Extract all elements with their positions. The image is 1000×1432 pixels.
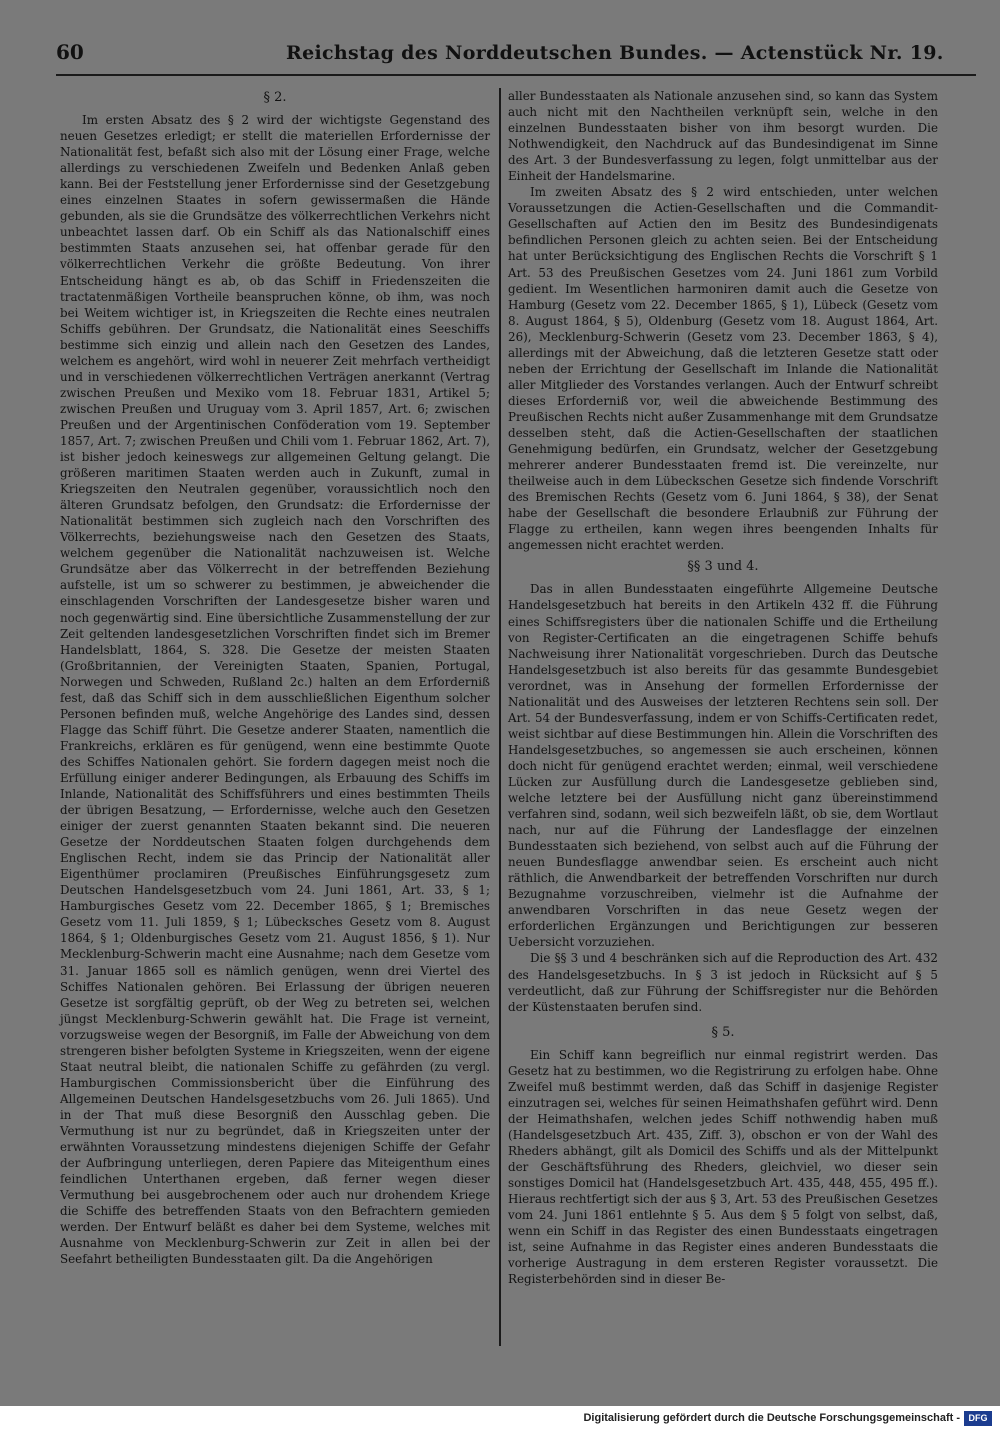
paragraph: Die §§ 3 und 4 beschränken sich auf die Reproduction des Art. 432 des Handelsgesetzbuchs. In § 3 ist jedoch in Rücksicht auf § 5 verdeutlicht, daß zur Führung der Schiffsregister nur die Behörden der Küstenstaaten berufen sind. [508,951,938,1014]
column-divider [499,88,501,1346]
paragraph: Das in allen Bundesstaaten eingeführte Allgemeine Deutsche Handelsgesetzbuch hat bereits in den Artikeln 432 ff. die Führung eines Schiffsregisters über die nationalen Schiffe und die Ertheilung von Register-Certificaten an die eingetragenen Schiffe behufs Nachweisung ihrer Nationalität vorgeschrieben. Durch das Deutsche Handelsgesetzbuch ist also bereits für das gesammte Bundesgebiet verordnet, was in Ansehung der formellen Erfordernisse der Nationalität und des Ausweises der letzteren Rechtens sein soll. Der Art. 54 der Bundesverfassung, indem er von Schiffs-Certificaten redet, weist sichtbar auf diese Bestimmungen hin. Allein die Vorschriften des Handelsgesetzbuches, so angemessen sie auch erscheinen, können doch nicht für genügend erachtet werden; einmal, weil verschiedene Lücken zur Ausfüllung durch die Landesgesetze geblieben sind, welche letztere bei der Ausfüllung nicht ganz übereinstimmend verfahren sind, sodann, weil sich bezweifeln läßt, ob sie, dem Wortlaut nach, nur auf die Führung der Landesflagge der einzelnen Bundesstaaten sich beziehend, von selbst auch auf die Führung der neuen Bundesflagge anwendbar seien. Es erscheint auch nicht räthlich, die Anwendbarkeit der betreffenden Vorschriften nur durch Bezugnahme vorzuschreiben, vielmehr ist die Aufnahme der anwendbaren Vorschriften in das neue Gesetz wegen der erforderlichen Ergänzungen und Berichtigungen zur besseren Uebersicht vorzuziehen. [508,582,938,950]
paragraph: Im ersten Absatz des § 2 wird der wichtigste Gegenstand des neuen Gesetzes erledigt; er stellt die materiellen Erfordernisse der Nationalität fest, befaßt sich also mit der Lösung einer Frage, welche allerdings zu verschiedenen Zweifeln und Bedenken Anlaß geben kann. Bei der Feststellung jener Erfordernisse sind der Gesetzgebung eines einzelnen Staates in sofern gewissermaßen die Hände gebunden, als sie die Grundsätze des völkerrechtlichen Verkehrs nicht unbeachtet lassen darf. Ob ein Schiff als das Nationalschiff eines bestimmten Staats anzusehen sei, hat offenbar gerade für den völkerrechtlichen Verkehr die größte Bedeutung. Von ihrer Entscheidung hängt es ab, ob das Schiff in Friedenszeiten die tractatenmäßigen Vortheile beanspruchen könne, ob ihm, was noch bei Weitem wichtiger ist, in Kriegszeiten die Rechte eines neutralen Schiffs gebühren. Der Grundsatz, die Nationalität eines Seeschiffs bestimme sich einzig und allein nach den Gesetzen des Landes, welchem es angehört, wird wohl in neuerer Zeit mehrfach vertheidigt und in verschiedenen völkerrechtlichen Verträgen anerkannt (Vertrag zwischen Preußen und Mexiko vom 18. Februar 1831, Artikel 5; zwischen Preußen und Uruguay vom 3. April 1857, Art. 6; zwischen Preußen und der Argentinischen Conföderation vom 19. September 1857, Art. 7; zwischen Preußen und Chili vom 1. Februar 1862, Art. 7), ist bisher jedoch keineswegs zur allgemeinen Geltung gelangt. Die größeren maritimen Staaten werden auch in Zukunft, zumal in Kriegszeiten den Neutralen gegenüber, voraussichtlich noch den älteren Grundsatz befolgen, den Grundsatz: die Erfordernisse der Nationalität bestimmen sich zugleich nach den Vorschriften des Völkerrechts, beziehungsweise nach den Gesetzen des Staats, welchem gegenüber die Nationalität nachzuweisen ist. Welche Grundsätze aber das Völkerrecht in der betreffenden Beziehung aufstelle, ist um so schwerer zu bestimmen, je abweichender die einschlagenden Vorschriften der Landesgesetze bisher waren und noch gegenwärtig sind. Eine übersichtliche Zusammenstellung der zur Zeit geltenden landesgesetzlichen Vorschriften findet sich im Bremer Handelsblatt, 1864, S. 328. Die Gesetze der meisten Staaten (Großbritannien, der Vereinigten Staaten, Spanien, Portugal, Norwegen und Schweden, Rußland 2c.) halten an dem Erforderniß fest, daß das Schiff sich in dem ausschließlichen Eigenthum solcher Personen befinden muß, welche Angehörige des Landes sind, dessen Flagge das Schiff führt. Die Gesetze anderer Staaten, namentlich die Frankreichs, erklären es für genügend, wenn eine bestimmte Quote des Schiffes Nationalen gehört. Sie fordern dagegen meist noch die Erfüllung einiger anderer Bedingungen, als Erbauung des Schiffs im Inlande, Nationalität des Schiffsführers und eines bestimmten Theils der übrigen Besatzung, — Erfordernisse, welche auch den Gesetzen einiger der zuerst genannten Staaten bekannt sind. Die neueren Gesetze der Norddeutschen Staaten folgen durchgehends dem Englischen Recht, indem sie das Princip der Nationalität aller Eigenthümer proclamiren (Preußisches Einführungsgesetz zum Deutschen Handelsgesetzbuch vom 24. Juni 1861, Art. 33, § 1; Hamburgisches Gesetz vom 22. December 1865, § 1; Bremisches Gesetz vom 11. Juli 1859, § 1; Lübecksches Gesetz vom 8. August 1864, § 1; Oldenburgisches Gesetz vom 21. August 1856, § 1). Nur Mecklenburg-Schwerin macht eine Ausnahme; nach dem Gesetze vom 31. Januar 1865 soll es nämlich genügen, wenn drei Viertel des Schiffes Nationalen gehören. Bei Erlassung der übrigen neueren Gesetze ist sorgfältig geprüft, ob der Weg zu betreten sei, welchen jüngst Mecklenburg-Schwerin gewählt hat. Die Frage ist verneint, vorzugsweise wegen der Besorgniß, im Falle der Abweichung von dem strengeren bisher befolgten Systeme in Kriegszeiten, wenn der eigene Staat neutral bleibt, die nationalen Schiffe zu gefährden (zu vergl. Hamburgischen Commissionsbericht über die Einführung des Allgemeinen Deutschen Handelsgesetzbuchs vom 26. Juli 1865). Und in der That muß diese Besorgniß den Ausschlag geben. Die Vermuthung ist nur zu begründet, daß in Kriegszeiten unter der erwähnten Voraussetzung mindestens diejenigen Schiffe der Gefahr der Aufbringung unterliegen, deren Papiere das Miteigenthum eines feindlichen Unterthanen ergeben, daß ferner wegen dieser Vermuthung bei ausgebrochenem oder auch nur drohendem Kriege die Schiffe des betreffenden Staats von den Befrachtern gemieden werden. Der Entwurf beläßt es daher bei dem Systeme, welches mit Ausnahme von Mecklenburg-Schwerin zur Zeit in allen bei der Seefahrt betheiligten Bundesstaaten gilt. Da die Angehörigen [60,113,490,1267]
paragraph: Im zweiten Absatz des § 2 wird entschieden, unter welchen Voraussetzungen die Actien-Gesellschaften und die Commandit-Gesellschaften auf Actien den im Besitz des Bundesindigenats befindlichen Personen gleich zu achten seien. Bei der Entscheidung hat unter Berücksichtigung des Englischen Rechts die Vorschrift § 1 Art. 53 des Preußischen Gesetzes vom 24. Juni 1861 zum Vorbild gedient. Im Wesentlichen harmoniren damit auch die Gesetze von Hamburg (Gesetz vom 22. December 1865, § 1), Lübeck (Gesetz vom 8. August 1864, § 5), Oldenburg (Gesetz vom 18. August 1864, Art. 26), Mecklenburg-Schwerin (Gesetz vom 23. December 1863, § 4), allerdings mit der Abweichung, daß die letzteren Gesetze statt oder neben der Errichtung der Gesellschaft im Inlande die Nationalität aller Mitglieder des Vorstandes verlangen. Auch der Entwurf schreibt dieses Erforderniß vor, weil die abweichende Bestimmung des Preußischen Rechts nicht außer Zusammenhange mit dem Grundsatze desselben steht, daß die Actien-Gesellschaften der staatlichen Genehmigung bedürfen, ein Grundsatz, welcher der Gesetzgebung mehrerer anderer Bundesstaaten fremd ist. Die vereinzelte, nur theilweise auch in dem Lübeckschen Gesetze sich findende Vorschrift des Bremischen Rechts (Gesetz vom 6. Juni 1864, § 38), der Senat habe der Gesellschaft die besondere Erlaubniß zur Führung der Flagge zu ertheilen, kann wegen ihres beengenden Inhalts für angemessen nicht erachtet werden. [508,185,938,553]
left-column [60,88,490,1267]
section-heading: § 2. [263,90,287,105]
section-heading: §§ 3 und 4. [687,559,759,575]
paragraph: Ein Schiff kann begreiflich nur einmal registrirt werden. Das Gesetz hat zu bestimmen, wo die Registrirung zu erfolgen habe. Ohne Zweifel muß bestimmt werden, daß das Schiff in dasjenige Register einzutragen sei, welches für seinen Heimathshafen geführt wird. Denn der Heimathshafen, welchen jedes Schiff nothwendig haben muß (Handelsgesetzbuch Art. 435, Ziff. 3), obschon er von der Wahl des Rheders abhängt, gilt als Domicil des Schiffs und als der Mittelpunkt der Geschäftsführung des Rheders, gleichviel, wo dieser sein sonstiges Domicil hat (Handelsgesetzbuch Art. 435, 448, 455, 495 ff.). Hieraus rechtfertigt sich der aus § 3, Art. 53 des Preußischen Gesetzes vom 24. Juni 1861 entlehnte § 5. Aus dem § 5 folgt von selbst, daß, wenn ein Schiff in das Register des einen Bundesstaats eingetragen ist, seine Aufnahme in das Register eines anderen Bundesstaats die vorherige Austragung in dem ersteren Register voraussetzt. Die Registerbehörden sind in dieser Be- [508,1047,938,1287]
dfg-logo: DFG [964,1411,992,1426]
section-heading: § 5. [711,1024,735,1040]
footer-bar [0,1406,1000,1432]
header-rule [56,74,976,76]
page-header [56,40,976,74]
running-title: Reichstag des Norddeutschen Bundes. — Actenstück Nr. 19. [286,42,944,64]
footer-credit: Digitalisierung gefördert durch die Deutsche Forschungsgemeinschaft - [583,1412,960,1424]
paragraph: aller Bundesstaaten als Nationale anzusehen sind, so kann das System auch nicht mit den Nachtheilen verknüpft sein, welche in den einzelnen Bundesstaaten bisher von ihm besorgt wurden. Die Nothwendigkeit, den Nachdruck auf das Bundesindigenat im Sinne des Art. 3 der Bundesverfassung zu legen, folgt unmittelbar aus der Einheit der Handelsmarine. [508,89,938,184]
right-column [508,88,938,1287]
page-number: 60 [56,40,84,64]
